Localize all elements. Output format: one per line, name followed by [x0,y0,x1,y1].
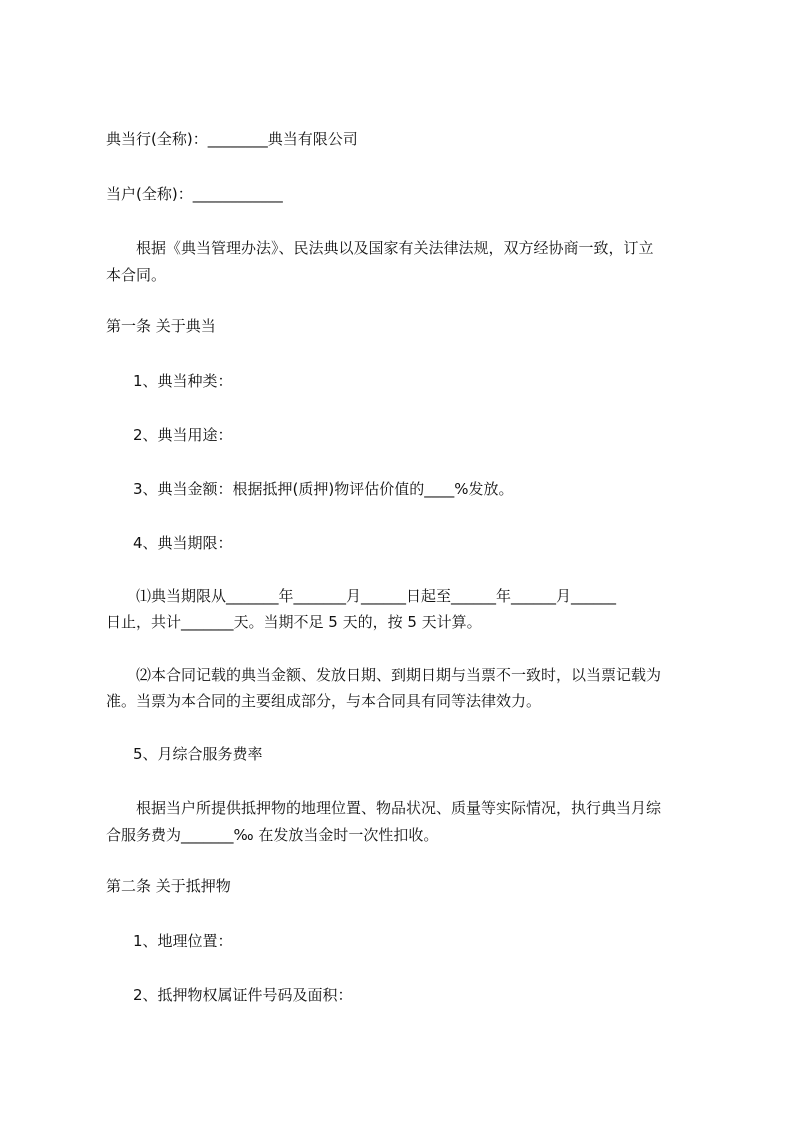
article-2-heading: 第二条 关于抵押物 [106,877,231,895]
clause-pawn-amount: 3、典当金额：根据抵押(质押)物评估价值的____%发放。 [133,480,514,498]
term-clause-2-line-1: ⑵本合同记载的典当金额、发放日期、到期日期与当票不一致时，以当票记载为 [136,666,662,684]
fee-paragraph-line-2: 合服务费为_______‰ 在发放当金时一次性扣收。 [106,826,439,844]
clause-pawn-type: 1、典当种类： [133,372,233,390]
preamble-line-1: 根据《典当管理办法》、民法典以及国家有关法律法规，双方经协商一致，订立 [136,239,654,257]
clause-pawn-purpose: 2、典当用途： [133,426,233,444]
clause-pawn-term: 4、典当期限： [133,534,233,552]
term-clause-1-line-1: ⑴典当期限从_______年_______月______日起至______年______月______ [136,587,617,605]
clause-location: 1、地理位置： [133,932,233,950]
clause-ownership-certificate: 2、抵押物权属证件号码及面积： [133,986,353,1004]
preamble-line-2: 本合同。 [106,266,167,284]
term-clause-1-line-2: 日止，共计_______天。当期不足 5 天的，按 5 天计算。 [106,613,482,631]
term-clause-2-line-2: 准。当票为本合同的主要组成部分，与本合同具有同等法律效力。 [106,692,542,710]
clause-service-fee-rate: 5、月综合服务费率 [133,745,263,763]
pawner-name-line: 当户(全称)：____________ [106,185,283,203]
article-1-heading: 第一条 关于典当 [106,317,216,335]
fee-paragraph-line-1: 根据当户所提供抵押物的地理位置、物品状况、质量等实际情况，执行典当月综 [136,799,662,817]
pawnshop-name-line: 典当行(全称)：________典当有限公司 [106,130,358,148]
